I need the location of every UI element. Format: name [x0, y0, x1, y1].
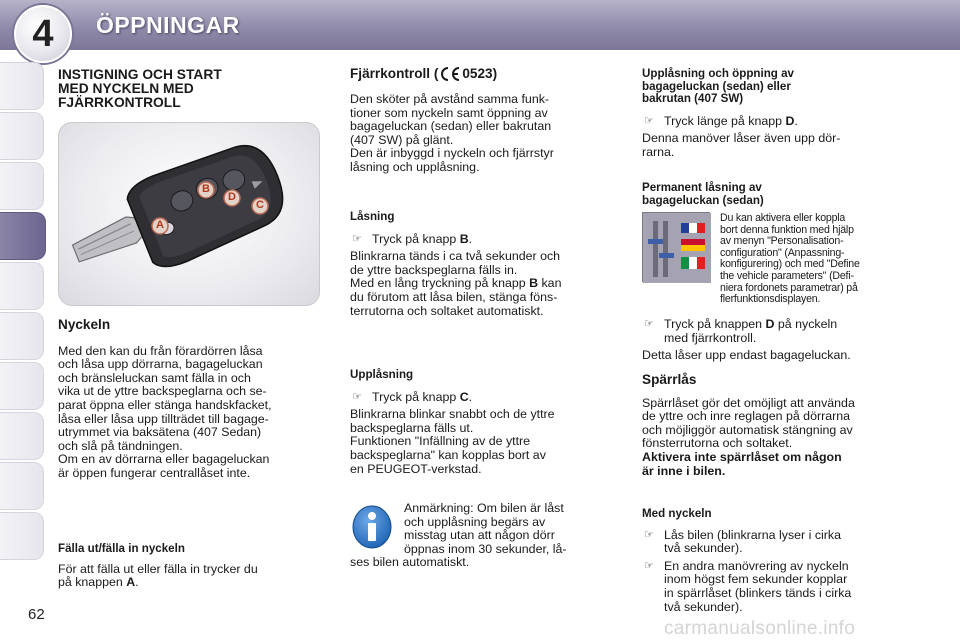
- key-ref-b: B: [529, 276, 539, 291]
- bagage-heading-line: bakrutan (407 SW): [642, 92, 744, 106]
- chapter-tab-10[interactable]: [0, 512, 44, 560]
- key-ref-c: C: [459, 389, 469, 404]
- main-heading-line: INSTIGNING OCH START: [58, 67, 222, 82]
- key-label-a: A: [156, 219, 164, 231]
- key-fob-image: [59, 123, 320, 306]
- hand-pointer-icon: ☞: [352, 390, 362, 403]
- sparrlas-warning: är inne i bilen.: [642, 463, 726, 478]
- permanent-heading: [642, 182, 904, 207]
- main-heading-line: FJÄRRKONTROLL: [58, 95, 181, 110]
- fjarrkontroll-intro: [350, 93, 612, 175]
- fjarrkontroll-heading-code: 0523): [462, 66, 498, 82]
- med-bullet-1-text: [664, 529, 904, 556]
- falla-text: på knappen: [58, 575, 127, 590]
- sparrlas-line: de yttre och inre reglagen på dörrarna: [642, 409, 851, 424]
- permanent-heading-line: Permanent låsning av: [642, 181, 762, 194]
- falla-heading: Fälla ut/fälla in nyckeln: [58, 542, 185, 555]
- hand-pointer-icon: ☞: [644, 528, 654, 541]
- med-nyckeln-heading: Med nyckeln: [642, 507, 712, 520]
- lasning-long-press-end: kan: [538, 276, 562, 291]
- nyckeln-line: är öppen fungerar centrallåset inte.: [58, 465, 251, 480]
- small-line: niera fordonets parametrar) på: [720, 281, 858, 294]
- hand-pointer-icon: ☞: [644, 114, 654, 127]
- main-heading: [58, 68, 320, 110]
- watermark: carmanualsonline.info: [664, 618, 856, 639]
- lasning-bullet-text: Tryck på knapp B.: [372, 231, 473, 246]
- note-block: [404, 502, 612, 556]
- med-bullet-line: två sekunder).: [664, 599, 743, 614]
- lasning-line: terrutorna och soltaket automatiskt.: [350, 303, 544, 318]
- falla-line: För att fälla ut eller fälla in trycker du: [58, 561, 258, 576]
- note-line: misstag utan att någon dörr: [404, 528, 555, 543]
- lasning-long-press: Med en lång tryckning på knapp: [350, 276, 530, 291]
- small-line: flerfunktionsdisplayen.: [720, 293, 821, 306]
- chapter-tab-5[interactable]: [0, 262, 44, 310]
- bagage-section: [642, 68, 904, 160]
- small-line: bort denna funktion med hjälp: [720, 223, 854, 236]
- small-line: the vehicle parameters" (Defi-: [720, 269, 854, 282]
- menu-display-image: [642, 212, 710, 282]
- falla-section: [58, 543, 320, 590]
- falla-line-2: [58, 576, 320, 590]
- key-label-a-badge: [151, 217, 169, 240]
- intro-line: tioner som nyckeln samt öppning av: [350, 105, 548, 120]
- nyckeln-line: låsa eller låsa upp tillträdet till bagage-: [58, 411, 269, 426]
- nyckeln-line: Om en av dörrarna eller bagageluckan: [58, 452, 270, 467]
- key-ref-d: D: [765, 317, 775, 331]
- intro-line: Den sköter på avstånd samma funk-: [350, 92, 550, 106]
- intro-line: låsning och upplåsning.: [350, 159, 480, 174]
- key-label-b-badge: [197, 181, 215, 204]
- sparrlas-line: Spärrlåset gör det omöjligt att använda: [642, 395, 855, 410]
- lasning-heading: Låsning: [350, 210, 395, 223]
- sparrlas-line: och möjliggör automatisk stängning av: [642, 422, 853, 437]
- chapter-tab-6[interactable]: [0, 312, 44, 360]
- sparrlas-warning: Aktivera inte spärrlåset om någon: [642, 449, 842, 464]
- bagage-bullet-text: Tryck länge på knapp D.: [664, 113, 798, 128]
- med-bullet-1: [642, 529, 904, 556]
- chapter-tab-1[interactable]: [0, 62, 44, 110]
- nyckeln-heading: Nyckeln: [58, 317, 111, 332]
- lasning-bullet-label: Tryck på knapp: [372, 231, 460, 246]
- bagage-heading-line: bagageluckan (sedan) eller: [642, 79, 791, 93]
- permanent-heading-line: bagageluckan (sedan): [642, 193, 764, 207]
- lasning-line: Blinkrarna tänds i ca två sekunder och: [350, 249, 561, 264]
- key-illustration: [58, 122, 320, 306]
- chapter-number: 4: [32, 12, 54, 55]
- chapter-tab-9[interactable]: [0, 462, 44, 510]
- permanent-bullet-section: [642, 318, 904, 363]
- chapter-badge: [14, 5, 72, 63]
- bagage-line: Denna manöver låser även upp dör-: [642, 131, 841, 146]
- nyckeln-line: och slå på tändningen.: [58, 438, 183, 453]
- intro-line: (407 SW) på glänt.: [350, 132, 454, 147]
- chapter-tab-2[interactable]: [0, 112, 44, 160]
- info-icon: [352, 505, 392, 549]
- small-line: Du kan aktivera eller koppla: [720, 212, 846, 224]
- nyckeln-line: Med den kan du från förardörren låsa: [58, 343, 263, 358]
- ce-mark-icon: [439, 66, 461, 82]
- key-ref-d: D: [785, 113, 795, 128]
- nyckeln-line: och låsa upp dörrarna, bagageluckan: [58, 357, 263, 372]
- lasning-section: [350, 211, 612, 318]
- upplasning-line: Funktionen "Infällning av de yttre: [350, 434, 531, 449]
- note-last: ses bilen automatiskt.: [350, 555, 470, 569]
- page-title: ÖPPNINGAR: [96, 12, 240, 38]
- sparrlas-section: [642, 373, 904, 478]
- key-label-d: D: [228, 191, 236, 203]
- nyckeln-line: vika ut de yttre backspeglarna och se-: [58, 384, 267, 399]
- nyckeln-line: parat öppna eller stänga handskfacket,: [58, 397, 272, 412]
- intro-line: bagageluckan (sedan) eller bakrutan: [350, 119, 552, 134]
- note-line: och upplåsning begärs av: [404, 514, 546, 529]
- bagage-bullet: [642, 115, 904, 129]
- permanent-bullet: [642, 318, 904, 332]
- med-bullet-2-text: [664, 560, 904, 614]
- upplasning-bullet: [350, 391, 612, 405]
- page-number: 62: [28, 606, 45, 623]
- nyckeln-line: utrymmet via baksätena (407 Sedan): [58, 425, 262, 440]
- bagage-bullet-label: Tryck länge på knapp: [664, 113, 786, 128]
- bagage-heading-line: Upplåsning och öppning av: [642, 67, 795, 80]
- permanent-bullet-line2: med fjärrkontroll.: [664, 330, 757, 345]
- upplasning-heading: Upplåsning: [350, 368, 414, 381]
- nyckeln-line: och bränsleluckan samt fälla in och: [58, 370, 251, 385]
- settings-panel-icon: [643, 213, 711, 283]
- lasning-line: du förutom att låsa bilen, stänga föns-: [350, 289, 558, 304]
- med-bullet-line: två sekunder).: [664, 541, 743, 556]
- fjarrkontroll-heading: [350, 66, 612, 82]
- permanent-bullet-post: på nyckeln: [774, 317, 838, 331]
- key-ref-a: A: [126, 575, 136, 590]
- med-bullet-2: [642, 560, 904, 614]
- small-line: configuration" (Anpassning-: [720, 246, 845, 259]
- small-line: konfigurering) och med "Define: [720, 258, 860, 271]
- upplasning-line: backspeglarna" kan kopplas bort av: [350, 447, 546, 462]
- permanent-bullet-text: [664, 318, 904, 332]
- main-heading-line: MED NYCKELN MED: [58, 81, 194, 96]
- med-nyckeln-section: [642, 508, 904, 614]
- upplasning-line: backspeglarna fälls ut.: [350, 420, 474, 435]
- key-ref-b: B: [459, 231, 469, 246]
- key-label-c-badge: [251, 197, 269, 220]
- permanent-bullet-label: Tryck på knappen: [664, 317, 766, 331]
- key-label-b: B: [202, 183, 210, 195]
- permanent-result-text: Detta låser upp endast bagageluckan.: [642, 348, 851, 363]
- permanent-small-text: [720, 213, 904, 306]
- small-line: av menyn "Personalisation-: [720, 235, 844, 248]
- fjarrkontroll-heading-text: Fjärrkontroll (: [350, 66, 439, 82]
- upplasning-line: Blinkrarna blinkar snabbt och de yttre: [350, 407, 555, 422]
- lasning-line: [350, 277, 612, 291]
- med-bullet-line: in spärrlåset (blinkers tänds i cirka: [664, 585, 852, 600]
- sparrlas-line: fönsterrutorna och soltaket.: [642, 436, 793, 451]
- falla-end: .: [135, 575, 139, 590]
- note-line: öppnas inom 30 sekunder, lå-: [404, 541, 567, 556]
- sparrlas-heading: Spärrlås: [642, 372, 697, 387]
- upplasning-bullet-text: Tryck på knapp C.: [372, 389, 473, 404]
- upplasning-section: [350, 369, 612, 476]
- med-bullet-line: inom högst fem sekunder kopplar: [664, 572, 848, 587]
- key-label-c: C: [256, 199, 264, 211]
- lasning-bullet: [350, 233, 612, 247]
- hand-pointer-icon: ☞: [352, 232, 362, 245]
- bagage-line: rarna.: [642, 144, 675, 159]
- key-label-d-badge: [223, 189, 241, 212]
- hand-pointer-icon: ☞: [644, 318, 654, 330]
- intro-line: Den är inbyggd i nyckeln och fjärrstyr: [350, 146, 554, 161]
- chapter-tab-8[interactable]: [0, 412, 44, 460]
- med-bullet-line: En andra manövrering av nyckeln: [664, 558, 849, 573]
- upplasning-bullet-label: Tryck på knapp: [372, 389, 460, 404]
- note-line: Anmärkning: Om bilen är låst: [404, 501, 564, 515]
- fjarrkontroll-heading-row: [350, 66, 612, 82]
- nyckeln-section: [58, 318, 320, 481]
- hand-pointer-icon: ☞: [644, 559, 654, 572]
- chapter-tab-3[interactable]: [0, 162, 44, 210]
- upplasning-line: en PEUGEOT-verkstad.: [350, 461, 482, 476]
- chapter-tab-4-active[interactable]: [0, 212, 46, 260]
- chapter-tab-7[interactable]: [0, 362, 44, 410]
- med-bullet-line: Lås bilen (blinkrarna lyser i cirka: [664, 527, 841, 542]
- lasning-line: de yttre backspeglarna fälls in.: [350, 262, 518, 277]
